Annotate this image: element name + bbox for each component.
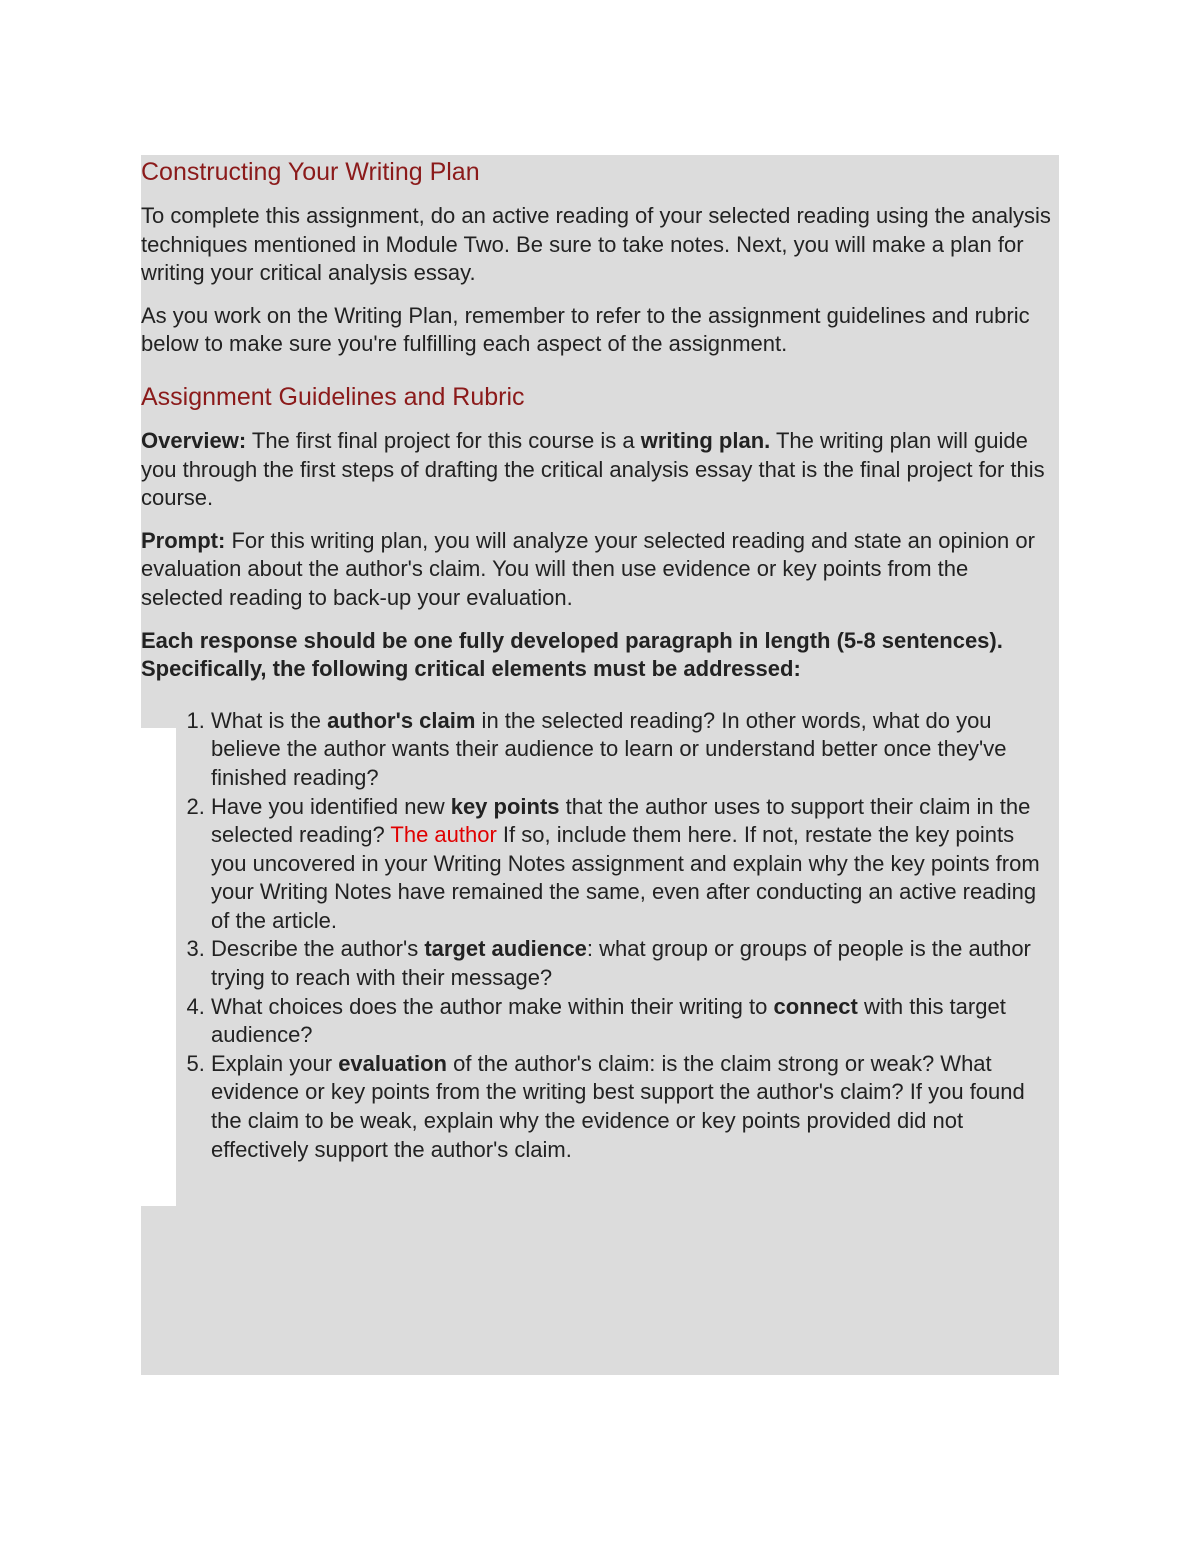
item-text: of the author's claim: is the claim strong or weak? What evidence or key points from the writing best support the author's claim? If you found the claim to be weak, explain why the evidence or key points provided did not effectively support the author's claim. <box>211 1050 1025 1162</box>
item-text: with this target audience? <box>211 993 1006 1048</box>
list-item <box>211 707 1053 793</box>
intro-paragraph-2: As you work on the Writing Plan, remember to refer to the assignment guidelines and rubric below to make sure you're fulfilling each aspect of the assignment. <box>141 302 1030 357</box>
list-item <box>211 1050 1053 1164</box>
item-red-text: The author <box>390 822 497 848</box>
item-text: What choices does the author make within their writing to <box>211 993 774 1019</box>
item-text: that the author uses to support their claim in the selected reading? <box>211 793 1031 848</box>
overview-text-b: The writing plan will guide you through the first steps of drafting the critical analysis essay that is the final project for this course. <box>141 427 1045 511</box>
overview-label: Overview: <box>141 427 247 453</box>
item-bold: target audience <box>424 936 587 962</box>
item-bold: connect <box>773 993 858 1019</box>
prompt-text: For this writing plan, you will analyze your selected reading and state an opinion or evaluation about the author's claim. You will then use evidence or key points from the selected reading to back-up your evaluation. <box>141 527 1035 610</box>
prompt-paragraph <box>141 527 1053 613</box>
item-text: Explain your <box>211 1050 339 1076</box>
critical-elements-list <box>141 707 1053 1165</box>
item-text: Have you identified new <box>211 793 451 819</box>
item-bold: key points <box>450 793 560 819</box>
item-text: If so, include them here. If not, restate the key points you uncovered in your Writing Notes assignment and explain why the key points from your Writing Notes have remained the same, even after conducting an active reading of the article. <box>211 822 1040 933</box>
heading-constructing-writing-plan: Constructing Your Writing Plan <box>141 158 480 186</box>
item-text: Describe the author's <box>211 936 425 962</box>
item-text: in the selected reading? In other words, what do you believe the author wants their audience to learn or understand better once they've finished reading? <box>211 707 1007 790</box>
item-bold: author's claim <box>327 707 476 733</box>
heading-assignment-guidelines: Assignment Guidelines and Rubric <box>141 382 525 411</box>
item-text: : what group or groups of people is the author trying to reach with their message? <box>211 936 1031 991</box>
item-bold: evaluation <box>338 1050 447 1076</box>
requirement-paragraph <box>141 627 1053 684</box>
item-text: What is the <box>211 707 328 733</box>
overview-paragraph <box>141 427 1053 513</box>
document-content <box>141 156 1053 1164</box>
intro-paragraph-1: To complete this assignment, do an active reading of your selected reading using the analysis techniques mentioned in Module Two. Be sure to take notes. Next, you will make a plan for writing your critical analysis essay. <box>141 203 1051 286</box>
overview-bold: writing plan. <box>640 427 771 453</box>
overview-text-a: The first final project for this course is a <box>246 427 641 453</box>
requirement-text: Each response should be one fully developed paragraph in length (5-8 sentences). Specifically, the following critical elements must be addressed: <box>141 627 1003 682</box>
list-item <box>211 993 1053 1050</box>
list-item <box>211 793 1053 936</box>
prompt-label: Prompt: <box>141 527 226 553</box>
list-item <box>211 935 1053 992</box>
